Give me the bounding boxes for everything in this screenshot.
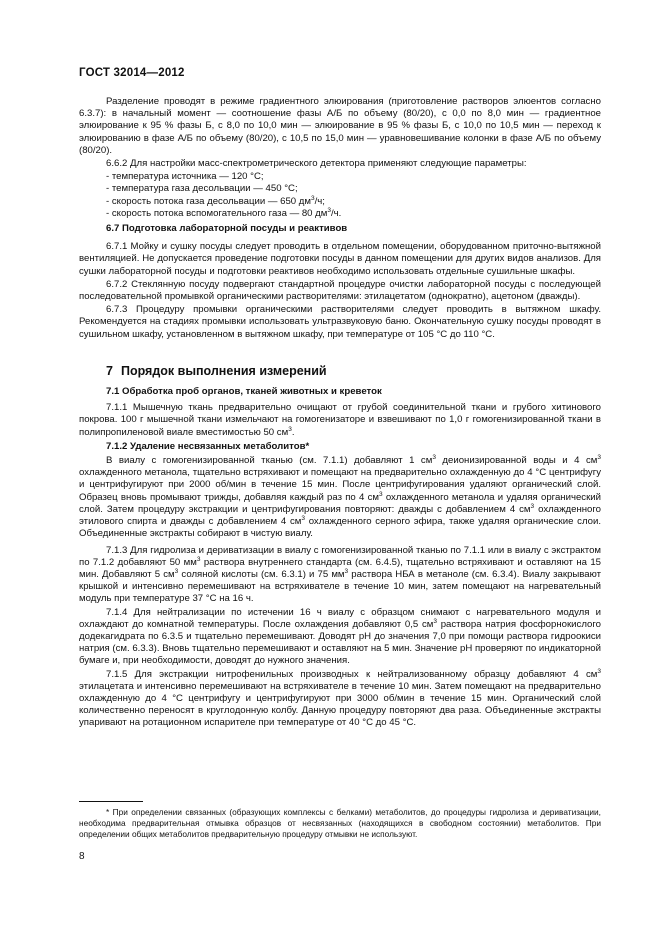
document-header: ГОСТ 32014—2012 xyxy=(79,67,185,79)
heading-7-1: 7.1 Обработка проб органов, тканей животных и креветок xyxy=(106,386,382,398)
paragraph-gradient-elution: Разделение проводят в режиме градиентного элюирования (приготовление растворов элюентов согласно 6.3.7): в начальный момент — соотношение фазы А/Б по объему (80/20), с 0,0 по 8,0 мин — градиентное элюирование к 95 % фазы Б, с 8,0 по 10,0 мин — элюирование в 95 % фазы Б, с 10,0 по 10,5 мин — переход к элюированию в фазе А/Б по объему (80/20), с 10,5 по 15,0 мин — уравновешивание колонки в фазе А/Б по объему (80/20). xyxy=(79,96,601,156)
paragraph-7-1-5: 7.1.5 Для экстракции нитрофенильных производных к нейтрализованному образцу добавляют 4 $см^3$ этилацетата и интенсивно перемешивают на встряхивателе в течение 10 мин. Затем помещают на предварительно охлажденную до 4 °С центрифугу и центрифугируют при 3000 об/мин в течение 15 мин. Органический слой количественно переносят в круглодонную колбу. Данную процедуру повторяют два раза. Объединенные экстракты упаривают на ротационном испарителе при температуре от 40 °С до 45 °С. xyxy=(79,667,601,729)
footnote: * При определении связанных (образующих комплексы с белками) метаболитов, до процедуры гидролиза и дериватизации, необходима предварительная отмывка образцов от несвязанных (находящихся в свободном состоянии) метаболитов. При определении общих метаболитов предварительную процедуру отмывки не используют. xyxy=(79,807,601,839)
paragraph-6-7-1: 6.7.1 Мойку и сушку посуды следует проводить в отдельном помещении, оборудованном приточно-вытяжной вентиляцией. Не допускается проведение подготовки посуды в данном помещении для других видов анализов. Для сушки лабораторной посуды и подготовки реактивов необходимо использовать отдельные сушильные шкафы. xyxy=(79,241,601,277)
param-source-temperature: - температура источника — 120 °С; xyxy=(106,171,264,183)
paragraph-7-1-2: В виалу с гомогенизированной тканью (см. 7.1.1) добавляют 1 $см^3$ деионизированной воды и 4 $см^3$ охлажденного метанола, тщательно встряхивают и помещают на предварительно охлажденную до 4 °С центрифугу и центрифугируют при 2000 об/мин в течение 15 мин. После центрифугирования удаляют органический слой. Образец вновь промывают трижды, добавляя каждый раз по 4 $см^3$ охлажденного метанола и удаляя органический слой. Затем процедуру экстракции и центрифугирования повторяют: дважды с добавлением 4 $см^3$ охлажденного этилового спирта и дважды с добавлением 4 $см^3$ охлажденного серного эфира, также удаляя органические слои. Объединенные экстракты собирают в чистую виалу. xyxy=(79,453,602,540)
heading-section-7 xyxy=(106,365,601,377)
paragraph-7-1-3: 7.1.3 Для гидролиза и дериватизации в виалу с гомогенизированной тканью по 7.1.1 или в виалу с экстрактом по 7.1.2 добавляют 50 $мм^3$ раствора внутреннего стандарта (см. 6.4.5), тщательно встряхивают и оставляют на 15 мин. Добавляют 5 $см^3$ соляной кислоты (см. 6.3.1) и 75 $мм^3$ раствора НБА в метаноле (см. 6.3.4). Виалу закрывают крышкой и интенсивно перемешивают на встряхивателе в течение 10 мин, затем помещают на нагревательный модуль при температуре 37 °С на 16 ч. xyxy=(79,544,602,605)
paragraph-6-7-3: 6.7.3 Процедуру промывки органическими растворителями следует проводить в вытяжном шкафу. Рекомендуется на стадиях промывки использовать ультразвуковую баню. Окончательную сушку посуды проводят в сушильном шкафу, установленном в вытяжном шкафу, при температуре от 105 °С до 110 °С. xyxy=(79,304,601,340)
param-desolvation-flow: - скорость потока газа десольвации — 650 $дм^3/ч$; xyxy=(106,194,325,207)
paragraph-7-1-4: 7.1.4 Для нейтрализации по истечении 16 ч виалу с образцом снимают с нагревательного модуля и охлаждают до комнатной температуры. После охлаждения добавляют 0,5 $см^3$ раствора натрия фосфорнокислого додекагидрата по 6.3.5 и тщательно перемешивают. Доводят pH до значения 7,0 при помощи раствора гидроокиси натрия (см. 6.3.3). Вновь тщательно перемешивают и оставляют на 5 мин. Значение pH проверяют по индикаторной бумаге и, при необходимости, доводят до нужного значения. xyxy=(79,606,601,667)
page-content xyxy=(79,96,601,731)
paragraph-6-6-2: 6.6.2 Для настройки масс-спектрометрического детектора применяют следующие параметры: xyxy=(106,158,527,170)
paragraph-7-1-1: 7.1.1 Мышечную ткань предварительно очищают от грубой соединительной ткани и грубого хитинового покрова. 100 г мышечной ткани измельчают на гомогенизаторе и взвешивают по 1,0 г гомогенизированной ткани в полипропиленовой виале вместимостью 50 $см^3$. xyxy=(79,402,601,438)
heading-6-7: 6.7 Подготовка лабораторной посуды и реактивов xyxy=(106,223,348,235)
param-auxiliary-flow: - скорость потока вспомогательного газа — 80 $дм^3/ч$. xyxy=(106,206,342,219)
section-title: Порядок выполнения измерений xyxy=(120,363,327,378)
heading-7-1-2: 7.1.2 Удаление несвязанных метаболитов* xyxy=(106,440,310,452)
section-number: 7 xyxy=(106,363,113,378)
paragraph-6-7-2: 6.7.2 Стеклянную посуду подвергают стандартной процедуре очистки лабораторной посуды с последующей последовательной промывкой органическими растворителями: этилацетатом (однократно), ацетоном (дважды). xyxy=(79,278,601,303)
page-number: 8 xyxy=(79,851,85,862)
param-desolvation-temperature: - температура газа десольвации — 450 °С; xyxy=(106,183,298,195)
footnote-divider xyxy=(79,801,143,802)
